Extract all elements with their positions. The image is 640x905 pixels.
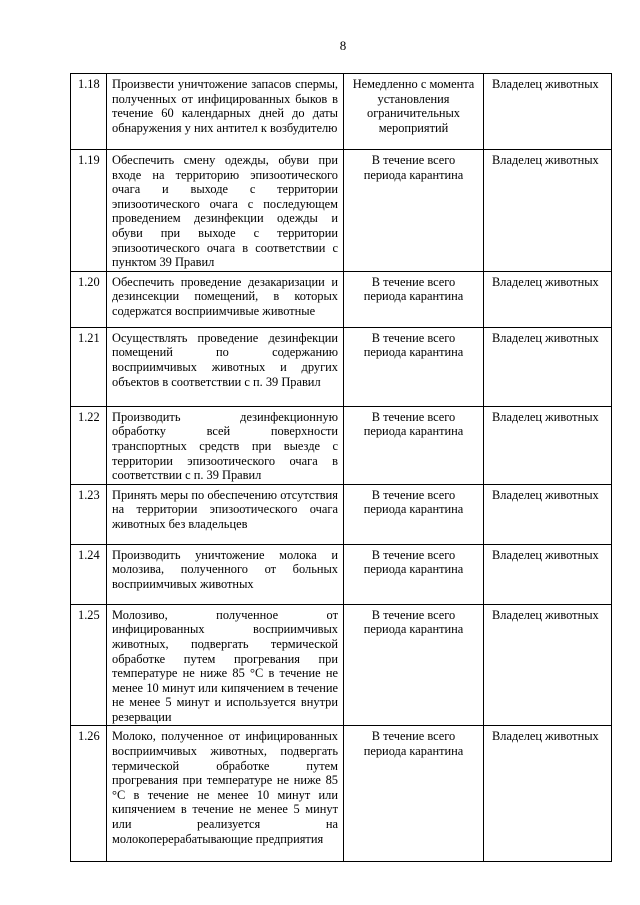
action-cell: Принять меры по обеспечению отсутствия на территории эпизоотического очага животных без владельцев <box>107 484 344 544</box>
responsible-cell: Владелец животных <box>484 150 612 272</box>
term-cell: В течение всего периода карантина <box>344 271 484 327</box>
term-cell: В течение всего периода карантина <box>344 604 484 726</box>
action-cell: Молоко, полученное от инфицированных восприимчивых животных, подвергать термической обработке путем прогревания при температуре не ниже 85 °С в течение не менее 10 минут или кипячением в течение не менее 5 минут или реализуется на молокоперерабатывающие предприятия <box>107 726 344 862</box>
row-number: 1.24 <box>71 544 107 604</box>
row-number: 1.21 <box>71 327 107 406</box>
measures-table <box>70 73 612 862</box>
responsible-cell: Владелец животных <box>484 74 612 150</box>
term-cell: В течение всего периода карантина <box>344 406 484 484</box>
responsible-cell: Владелец животных <box>484 484 612 544</box>
responsible-cell: Владелец животных <box>484 406 612 484</box>
table-row <box>71 271 612 327</box>
responsible-cell: Владелец животных <box>484 271 612 327</box>
row-number: 1.26 <box>71 726 107 862</box>
row-number: 1.18 <box>71 74 107 150</box>
action-cell: Осуществлять проведение дезинфекции помещений по содержанию восприимчивых животных и других объектов в соответствии с п. 39 Правил <box>107 327 344 406</box>
action-cell: Произвести уничтожение запасов спермы, полученных от инфицированных быков в течение 60 календарных дней до даты обнаружения у них антител к возбудителю <box>107 74 344 150</box>
row-number: 1.20 <box>71 271 107 327</box>
term-cell: В течение всего периода карантина <box>344 544 484 604</box>
term-cell: В течение всего периода карантина <box>344 484 484 544</box>
action-cell: Производить дезинфекционную обработку всей поверхности транспортных средств при выезде с территории эпизоотического очага в соответствии с п. 39 Правил <box>107 406 344 484</box>
table-body <box>71 74 612 862</box>
term-cell: В течение всего периода карантина <box>344 327 484 406</box>
action-cell: Молозиво, полученное от инфицированных восприимчивых животных, подвергать термической обработке путем прогревания при температуре не ниже 85 °С в течение не менее 10 минут или кипячением в течение не менее 5 минут и используется внутри резервации <box>107 604 344 726</box>
term-cell: В течение всего периода карантина <box>344 726 484 862</box>
table-row <box>71 406 612 484</box>
row-number: 1.25 <box>71 604 107 726</box>
table-row <box>71 484 612 544</box>
table-row <box>71 726 612 862</box>
action-cell: Производить уничтожение молока и молозива, полученного от больных восприимчивых животных <box>107 544 344 604</box>
page-number: 8 <box>339 38 347 53</box>
term-cell: В течение всего периода карантина <box>344 150 484 272</box>
table-row <box>71 327 612 406</box>
table-row <box>71 74 612 150</box>
table-row <box>71 544 612 604</box>
row-number: 1.19 <box>71 150 107 272</box>
action-cell: Обеспечить проведение дезакаризации и дезинсекции помещений, в которых содержатся восприимчивые животные <box>107 271 344 327</box>
action-cell: Обеспечить смену одежды, обуви при входе на территорию эпизоотического очага и выходе с территории эпизоотического очага с последующем проведением дезинфекции одежды и обуви при выходе с территории эпизоотического очага в соответствии с пунктом 39 Правил <box>107 150 344 272</box>
row-number: 1.22 <box>71 406 107 484</box>
responsible-cell: Владелец животных <box>484 604 612 726</box>
term-cell: Немедленно с момента установления ограничительных мероприятий <box>344 74 484 150</box>
table-row <box>71 604 612 726</box>
responsible-cell: Владелец животных <box>484 327 612 406</box>
responsible-cell: Владелец животных <box>484 544 612 604</box>
responsible-cell: Владелец животных <box>484 726 612 862</box>
row-number: 1.23 <box>71 484 107 544</box>
table-row <box>71 150 612 272</box>
